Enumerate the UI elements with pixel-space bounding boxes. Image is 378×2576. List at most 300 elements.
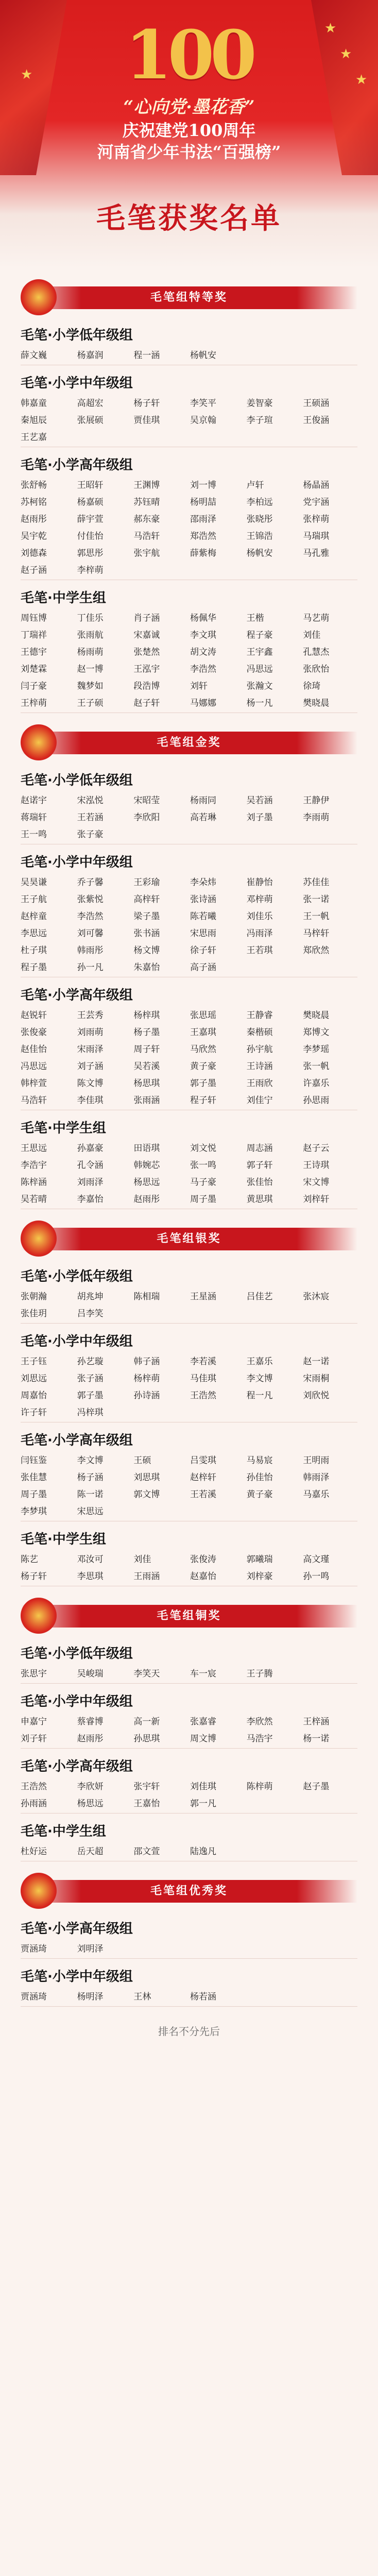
winner-name: 李嘉怡	[77, 1194, 104, 1205]
winner-name: 张宇航	[133, 548, 160, 558]
winner-name: 刘思远	[21, 1374, 47, 1384]
winner-name: 赵雨彤	[133, 1194, 160, 1205]
divider	[21, 1323, 357, 1324]
winner-name: 赵梓轩	[190, 1472, 216, 1483]
winner-name: 王楷	[246, 613, 264, 623]
winner-name: 孙思雨	[303, 1095, 330, 1106]
winner-name: 杨子墨	[133, 1027, 160, 1038]
winner-name: 张子豪	[77, 829, 104, 840]
header	[0, 0, 378, 268]
winner-name: 韩婉芯	[133, 1160, 160, 1171]
winner-name: 周钰博	[21, 613, 47, 623]
winner-name: 杨子轩	[21, 1571, 47, 1582]
winner-name: 赵子涵	[21, 565, 47, 575]
name-list	[21, 1289, 357, 1319]
page-title: 毛笔获奖名单	[96, 201, 282, 235]
winner-name: 张思瑶	[190, 1010, 216, 1021]
winner-name: 贾佳琪	[133, 415, 160, 426]
section-banner	[0, 720, 378, 762]
winner-name: 张沐宸	[303, 1292, 330, 1302]
winner-name: 孙一凡	[77, 962, 104, 973]
winner-name: 王艺嘉	[21, 432, 47, 443]
winner-name: 赵佳怡	[21, 1044, 47, 1055]
winner-name: 徐琦	[303, 681, 321, 691]
winner-name: 梁子墨	[133, 911, 160, 922]
award-group	[0, 325, 378, 361]
winner-name: 程一凡	[246, 1391, 273, 1401]
winner-name: 刘德森	[21, 548, 47, 558]
winner-name: 马佳琪	[190, 1374, 216, 1384]
winner-name: 王若溪	[190, 1489, 216, 1500]
winner-name: 王浩然	[21, 1782, 47, 1792]
winner-name: 郭文博	[133, 1489, 160, 1500]
winner-name: 李文琪	[190, 630, 216, 640]
winner-name: 闫钰鉴	[21, 1455, 47, 1466]
winner-name: 杨若涵	[190, 1992, 216, 2002]
winner-name: 韩梓萱	[21, 1078, 47, 1089]
winner-name: 李文博	[77, 1455, 104, 1466]
name-list	[21, 1666, 357, 1679]
winner-name: 杜好运	[21, 1846, 47, 1857]
winner-name: 王芸秀	[77, 1010, 104, 1021]
winner-name: 邓汝可	[77, 1554, 104, 1565]
award-group	[0, 1266, 378, 1319]
winner-name: 王静伊	[303, 795, 330, 806]
winner-name: 王彩瑜	[133, 877, 160, 888]
winner-name: 周子轩	[133, 1044, 160, 1055]
winner-name: 郭思彤	[77, 548, 104, 558]
winner-name: 薛文巍	[21, 350, 47, 361]
winner-name: 张书涵	[133, 928, 160, 939]
award-group	[0, 454, 378, 575]
winner-name: 李文博	[246, 1374, 273, 1384]
winner-name: 张一鸣	[190, 1160, 216, 1171]
winner-name: 王明雨	[303, 1455, 330, 1466]
section-banner	[0, 1594, 378, 1636]
winner-name: 郝东豪	[133, 514, 160, 524]
winner-name: 王嘉乐	[246, 1357, 273, 1367]
winner-name: 陈梓涵	[21, 1177, 47, 1188]
winner-name: 陈若曦	[190, 911, 216, 922]
winner-name: 张诗涵	[190, 894, 216, 905]
winner-name: 陈艺	[21, 1554, 38, 1565]
winner-name: 马浩轩	[21, 1095, 47, 1106]
winner-name: 王子航	[21, 894, 47, 905]
winner-name: 张一帆	[303, 1061, 330, 1072]
group-title: 毛笔·小学高年级组	[21, 1433, 133, 1448]
winner-name: 李梦瑶	[303, 1044, 330, 1055]
winner-name: 高文瑾	[303, 1554, 330, 1565]
winner-name: 冯雨泽	[246, 928, 273, 939]
winner-name: 苏佳佳	[303, 877, 330, 888]
winner-name: 薛紫梅	[190, 548, 216, 558]
winner-name: 王硕	[133, 1455, 151, 1466]
event-title: 庆祝建党100周年	[122, 121, 256, 140]
winner-name: 孙雨涵	[21, 1799, 47, 1809]
winner-name: 李欣阳	[133, 812, 160, 823]
winner-name: 赵雨彤	[77, 1734, 104, 1744]
name-list	[21, 1989, 357, 2002]
winner-name: 王德宇	[21, 647, 47, 657]
winner-name: 杜子琪	[21, 945, 47, 956]
divider	[21, 1683, 357, 1684]
winner-name: 马易宸	[246, 1455, 273, 1466]
award-group	[0, 1918, 378, 1954]
award-group	[0, 587, 378, 708]
winner-name: 孙诗涵	[133, 1391, 160, 1401]
winner-name: 程子豪	[246, 630, 273, 640]
winner-name: 王嘉怡	[133, 1799, 160, 1809]
divider	[21, 1748, 357, 1749]
winner-name: 王诗琪	[303, 1160, 330, 1171]
winner-name: 赵子云	[303, 1143, 330, 1154]
winner-name: 王星涵	[190, 1292, 216, 1302]
winner-name: 杨梓琪	[133, 1010, 160, 1021]
divider	[21, 1958, 357, 1959]
winner-name: 马浩宇	[246, 1734, 273, 1744]
winner-name: 王子钰	[21, 1357, 47, 1367]
winner-name: 赵梓童	[21, 911, 47, 922]
winner-name: 程子墨	[21, 962, 47, 973]
section-title: 毛笔组优秀奖	[150, 1884, 228, 1897]
winner-name: 吴峻瑞	[77, 1669, 104, 1679]
award-group	[0, 985, 378, 1106]
winner-name: 马孔雅	[303, 548, 330, 558]
winner-name: 张佳玥	[21, 1309, 47, 1319]
star-icon: ★	[340, 46, 352, 62]
section-banner	[0, 275, 378, 317]
winner-name: 樊晓晨	[303, 1010, 330, 1021]
winner-name: 王俊涵	[303, 415, 330, 426]
winner-name: 张佳怡	[246, 1177, 273, 1188]
winner-name: 岳天超	[77, 1846, 104, 1857]
winner-name: 宋昭莹	[133, 795, 160, 806]
winner-name: 杨文博	[133, 945, 160, 956]
winner-name: 邵雨泽	[190, 514, 216, 524]
winner-name: 马瑞琪	[303, 531, 330, 541]
winner-name: 张俊涛	[190, 1554, 216, 1565]
winner-name: 马娜娜	[190, 698, 216, 708]
winner-name: 马浩轩	[133, 531, 160, 541]
winner-name: 高子涵	[190, 962, 216, 973]
winner-name: 吴京翰	[190, 415, 216, 426]
winner-name: 杨梓萌	[133, 1374, 160, 1384]
name-list	[21, 1453, 357, 1517]
group-title: 毛笔·小学中年级组	[21, 1334, 133, 1349]
winner-name: 黄思琪	[246, 1194, 273, 1205]
winner-name: 刘佳宁	[246, 1095, 273, 1106]
winner-name: 杨子涵	[77, 1472, 104, 1483]
winner-name: 李子瑄	[246, 415, 273, 426]
winner-name: 杨雨同	[190, 795, 216, 806]
winner-name: 刘佳琪	[190, 1782, 216, 1792]
winner-name: 车一宸	[190, 1669, 216, 1679]
winner-name: 马欣然	[190, 1044, 216, 1055]
winner-name: 肖子涵	[133, 613, 160, 623]
winner-name: 孔慧杰	[303, 647, 330, 657]
winner-name: 张雨涵	[133, 1095, 160, 1106]
winner-name: 杨帆安	[190, 350, 216, 361]
name-list	[21, 348, 357, 361]
group-title: 毛笔·小学中年级组	[21, 855, 133, 870]
award-group	[0, 1529, 378, 1582]
winner-name: 邵文萱	[133, 1846, 160, 1857]
name-list	[21, 1552, 357, 1582]
group-title: 毛笔·中学生组	[21, 590, 106, 606]
winner-name: 刘一博	[190, 480, 216, 490]
winner-name: 吴宇乾	[21, 531, 47, 541]
winner-name: 赵嘉怡	[190, 1571, 216, 1582]
award-group	[0, 1430, 378, 1517]
winner-name: 孔令涵	[77, 1160, 104, 1171]
winner-name: 李若溪	[190, 1357, 216, 1367]
winner-name: 黄子豪	[246, 1489, 273, 1500]
group-title: 毛笔·小学低年级组	[21, 328, 133, 343]
winner-name: 杨明喆	[190, 497, 216, 507]
winner-name: 刘文悦	[190, 1143, 216, 1154]
event-slogan: “心向党·墨花香”	[123, 97, 255, 117]
winner-name: 李笑平	[190, 398, 216, 409]
winner-name: 王浩然	[190, 1391, 216, 1401]
group-title: 毛笔·中学生组	[21, 1121, 106, 1136]
winner-name: 张欣怡	[303, 664, 330, 674]
winner-name: 杨思远	[77, 1799, 104, 1809]
winner-name: 李笑天	[133, 1669, 160, 1679]
winner-name: 杨雨萌	[77, 647, 104, 657]
winner-name: 郑博文	[303, 1027, 330, 1038]
winner-name: 付佳怡	[77, 531, 104, 541]
centenary-logo: 100	[125, 15, 253, 94]
winner-name: 孙佳怡	[246, 1472, 273, 1483]
winner-name: 徐子轩	[190, 945, 216, 956]
award-group	[0, 770, 378, 840]
winner-name: 周志涵	[246, 1143, 273, 1154]
winner-name: 张梓萌	[303, 514, 330, 524]
winner-name: 朱嘉怡	[133, 962, 160, 973]
winner-name: 赵一诺	[303, 1357, 330, 1367]
winner-name: 张嘉睿	[190, 1717, 216, 1727]
winner-name: 李浩宇	[21, 1160, 47, 1171]
award-group	[0, 1966, 378, 2002]
winner-name: 李思远	[21, 928, 47, 939]
winner-name: 卢轩	[246, 480, 264, 490]
winner-name: 王思远	[21, 1143, 47, 1154]
award-group	[0, 1821, 378, 1857]
winner-name: 丁佳乐	[77, 613, 104, 623]
winner-name: 陈梓萌	[246, 1782, 273, 1792]
winner-name: 高超宏	[77, 398, 104, 409]
winner-name: 刘轩	[190, 681, 208, 691]
group-title: 毛笔·中学生组	[21, 1824, 106, 1839]
winner-name: 刘明泽	[77, 1944, 104, 1954]
winner-name: 李浩然	[77, 911, 104, 922]
winner-name: 杨思琪	[133, 1078, 160, 1089]
winner-name: 孙思琪	[133, 1734, 160, 1744]
winner-name: 苏柯铭	[21, 497, 47, 507]
winner-name: 赵子轩	[133, 698, 160, 708]
winner-name: 张一诺	[303, 894, 330, 905]
winner-name: 孙嘉豪	[77, 1143, 104, 1154]
winner-name: 王若涵	[77, 812, 104, 823]
winner-name: 蔡睿博	[77, 1717, 104, 1727]
award-group	[0, 1331, 378, 1418]
winner-name: 刘可馨	[77, 928, 104, 939]
winner-name: 赵诺宇	[21, 795, 47, 806]
winner-name: 申嘉宁	[21, 1717, 47, 1727]
winner-name: 王泓宇	[133, 664, 160, 674]
winner-name: 张舒畅	[21, 480, 47, 490]
winner-name: 郭子轩	[246, 1160, 273, 1171]
group-title: 毛笔·小学中年级组	[21, 376, 133, 391]
winner-name: 宋嘉诚	[133, 630, 160, 640]
winner-name: 张宇轩	[133, 1782, 160, 1792]
star-icon: ★	[355, 72, 368, 88]
winner-name: 邓梓萌	[246, 894, 273, 905]
winner-name: 程子轩	[190, 1095, 216, 1106]
winner-name: 张楚然	[133, 647, 160, 657]
winner-name: 赵雨彤	[21, 514, 47, 524]
winner-name: 郑浩然	[190, 531, 216, 541]
ranking-note: 排名不分先后	[158, 2025, 220, 2038]
name-list	[21, 1779, 357, 1809]
section-banner	[0, 1869, 378, 1911]
winner-name: 刘雨萌	[77, 1027, 104, 1038]
winner-name: 赵子墨	[303, 1782, 330, 1792]
winner-name: 刘梓轩	[303, 1194, 330, 1205]
winner-name: 丁瑞祥	[21, 630, 47, 640]
winner-name: 杨帆安	[246, 548, 273, 558]
winner-name: 刘欣悦	[303, 1391, 330, 1401]
winner-name: 王林	[133, 1992, 151, 2002]
winner-name: 王宇鑫	[246, 647, 273, 657]
award-group	[0, 1756, 378, 1809]
winner-name: 贾涵琦	[21, 1992, 47, 2002]
winner-name: 杨子轩	[133, 398, 160, 409]
winner-name: 秦旭辰	[21, 415, 47, 426]
winner-name: 秦楷硕	[246, 1027, 273, 1038]
winner-name: 王一帆	[303, 911, 330, 922]
group-title: 毛笔·小学高年级组	[21, 988, 133, 1003]
winner-name: 胡兆坤	[77, 1292, 104, 1302]
divider	[21, 2006, 357, 2007]
winner-name: 胡文涛	[190, 647, 216, 657]
winner-name: 李朵炜	[190, 877, 216, 888]
section-title: 毛笔组金奖	[157, 736, 221, 749]
winner-name: 陈相瑞	[133, 1292, 160, 1302]
winner-name: 高一新	[133, 1717, 160, 1727]
winner-name: 宋思雨	[190, 928, 216, 939]
name-list	[21, 1008, 357, 1106]
winner-name: 张俊豪	[21, 1027, 47, 1038]
winner-name: 刘佳	[303, 630, 321, 640]
winner-name: 马嘉乐	[303, 1489, 330, 1500]
winner-name: 郑欣然	[303, 945, 330, 956]
winner-name: 杨嘉润	[77, 350, 104, 361]
winner-name: 孙艺璇	[77, 1357, 104, 1367]
winner-name: 郭一凡	[190, 1799, 216, 1809]
winner-name: 魏梦如	[77, 681, 104, 691]
group-title: 毛笔·小学低年级组	[21, 773, 133, 788]
winner-name: 李欣妍	[77, 1782, 104, 1792]
award-sections	[0, 275, 378, 2007]
name-list	[21, 875, 357, 973]
winner-name: 王梓萌	[21, 698, 47, 708]
group-title: 毛笔·小学中年级组	[21, 1694, 133, 1709]
award-group	[0, 372, 378, 443]
winner-name: 乔子馨	[77, 877, 104, 888]
group-title: 毛笔·小学高年级组	[21, 1921, 133, 1937]
name-list	[21, 611, 357, 708]
winner-name: 王梓涵	[303, 1717, 330, 1727]
winner-name: 李欣然	[246, 1717, 273, 1727]
winner-name: 王硕涵	[303, 398, 330, 409]
section-title: 毛笔组银奖	[157, 1232, 221, 1245]
section-title: 毛笔组特等奖	[150, 291, 228, 304]
winner-name: 王雨涵	[133, 1571, 160, 1582]
winner-name: 韩雨泽	[303, 1472, 330, 1483]
winner-name: 赵一博	[77, 664, 104, 674]
winner-name: 杨一凡	[246, 698, 273, 708]
winner-name: 高若琳	[190, 812, 216, 823]
winner-name: 杨明泽	[77, 1992, 104, 2002]
winner-name: 薛宇萱	[77, 514, 104, 524]
winner-name: 张雨航	[77, 630, 104, 640]
winner-name: 李雨萌	[303, 812, 330, 823]
winner-name: 马艺萌	[303, 613, 330, 623]
winner-name: 宋雨桐	[303, 1374, 330, 1384]
winner-name: 黄子豪	[190, 1061, 216, 1072]
winner-name: 王嘉琪	[190, 1027, 216, 1038]
winner-name: 孙宇航	[246, 1044, 273, 1055]
winner-name: 吕李笑	[77, 1309, 104, 1319]
winner-name: 张晓彤	[246, 514, 273, 524]
winner-name: 李梓萌	[77, 565, 104, 575]
winner-name: 刘雨泽	[77, 1177, 104, 1188]
winner-name: 李柏远	[246, 497, 273, 507]
winner-name: 周文博	[190, 1734, 216, 1744]
winner-name: 刘子轩	[21, 1734, 47, 1744]
winner-name: 陆逸凡	[190, 1846, 216, 1857]
winner-name: 冯梓琪	[77, 1408, 104, 1418]
winner-name: 宋文博	[303, 1177, 330, 1188]
winner-name: 王子硕	[77, 698, 104, 708]
winner-name: 杨晶涵	[303, 480, 330, 490]
winner-name: 吴若涵	[246, 795, 273, 806]
winner-name: 王子腾	[246, 1669, 273, 1679]
winner-name: 刘楚霖	[21, 664, 47, 674]
winner-name: 许子轩	[21, 1408, 47, 1418]
winner-name: 张思宇	[21, 1669, 47, 1679]
winner-name: 刘梓豪	[246, 1571, 273, 1582]
winner-name: 郭子墨	[190, 1078, 216, 1089]
winner-name: 马子豪	[190, 1177, 216, 1188]
group-title: 毛笔·小学中年级组	[21, 1969, 133, 1985]
winner-name: 李佳琪	[77, 1095, 104, 1106]
winner-name: 吴若晴	[21, 1194, 47, 1205]
winner-name: 冯思远	[21, 1061, 47, 1072]
winner-name: 张紫悦	[77, 894, 104, 905]
winner-name: 王静睿	[246, 1010, 273, 1021]
winner-name: 苏钰晴	[133, 497, 160, 507]
name-list	[21, 1141, 357, 1205]
winner-name: 马梓轩	[303, 928, 330, 939]
winner-name: 李思琪	[77, 1571, 104, 1582]
winner-name: 王诗涵	[246, 1061, 273, 1072]
winner-name: 姜智豪	[246, 398, 273, 409]
winner-name: 杨一诺	[303, 1734, 330, 1744]
name-list	[21, 793, 357, 840]
winner-name: 郭子墨	[77, 1391, 104, 1401]
